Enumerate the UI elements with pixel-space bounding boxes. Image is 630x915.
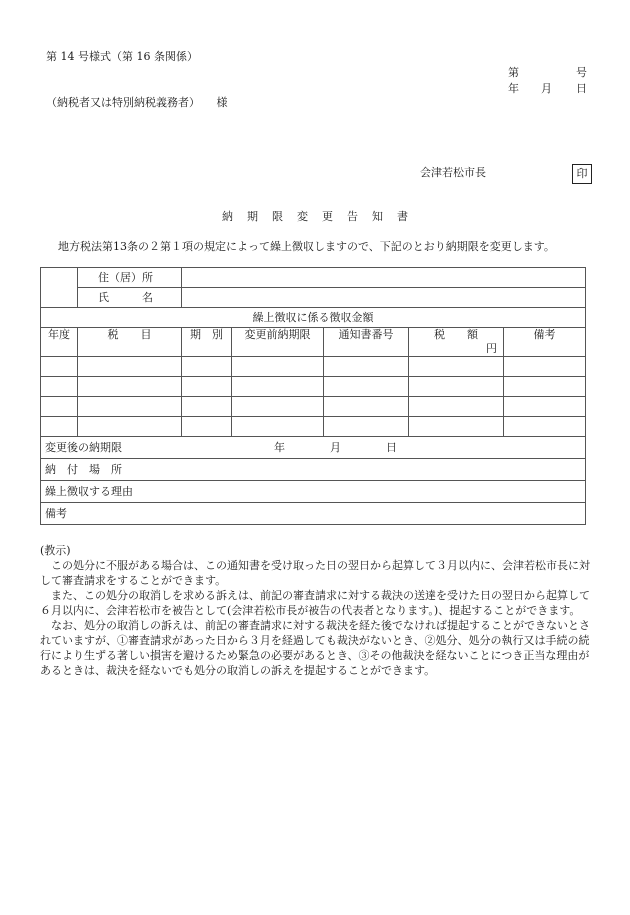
- cell-tax-item[interactable]: [78, 357, 182, 377]
- document-title: 納期限変更告知書: [222, 210, 422, 223]
- new-deadline-row: [41, 437, 586, 459]
- cell-notice-number[interactable]: [324, 357, 409, 377]
- cell-tax-item[interactable]: [78, 397, 182, 417]
- cell-period[interactable]: [182, 417, 232, 437]
- reason-label: 繰上徴収する理由: [45, 484, 133, 498]
- cell-remarks[interactable]: [504, 397, 586, 417]
- document-number-label: 第: [508, 66, 519, 79]
- cell-period[interactable]: [182, 397, 232, 417]
- date-month-label: 月: [541, 82, 552, 95]
- cell-original-deadline[interactable]: [232, 377, 324, 397]
- new-deadline-day: 日: [386, 440, 397, 454]
- column-header-row: [41, 328, 586, 357]
- cell-notice-number[interactable]: [324, 417, 409, 437]
- seal-stamp: 印: [572, 164, 592, 184]
- section-header-row: [41, 308, 586, 328]
- col-remarks: 備考: [504, 328, 586, 357]
- date-year-label: 年: [508, 82, 519, 95]
- blank-cell: [41, 268, 78, 308]
- cell-tax-amount[interactable]: [409, 397, 504, 417]
- cell-tax-amount[interactable]: [409, 357, 504, 377]
- cell-tax-amount[interactable]: [409, 377, 504, 397]
- table-row: [41, 377, 586, 397]
- cell-remarks[interactable]: [504, 417, 586, 437]
- cell-tax-item[interactable]: [78, 417, 182, 437]
- cell-tax-item[interactable]: [78, 377, 182, 397]
- cell-remarks[interactable]: [504, 377, 586, 397]
- cell-period[interactable]: [182, 377, 232, 397]
- cell-fiscal-year[interactable]: [41, 417, 78, 437]
- yen-unit: 円: [486, 342, 497, 355]
- notice-table: [40, 267, 585, 525]
- col-fiscal-year: 年度: [41, 328, 78, 357]
- section-header: 繰上徴収に係る徴収金額: [41, 308, 586, 328]
- new-deadline-label: 変更後の納期限: [45, 440, 122, 454]
- cell-original-deadline[interactable]: [232, 357, 324, 377]
- cell-remarks[interactable]: [504, 357, 586, 377]
- instructions-heading: (教示): [40, 544, 71, 557]
- col-period: 期 別: [182, 328, 232, 357]
- recipient-line: （納税者又は特別納税義務者） 様: [46, 96, 228, 109]
- cell-original-deadline[interactable]: [232, 397, 324, 417]
- payment-place-cell[interactable]: [41, 459, 586, 481]
- col-tax-item: 税 目: [78, 328, 182, 357]
- table-row: [41, 417, 586, 437]
- payment-place-label: 納 付 場 所: [45, 462, 122, 476]
- new-deadline-month: 月: [330, 440, 341, 454]
- col-tax-amount: [409, 328, 504, 357]
- table-row: [41, 397, 586, 417]
- table-row: [41, 357, 586, 377]
- address-row: [41, 268, 586, 288]
- instructions-paragraph: また、この処分の取消しを求める訴えは、前記の審査請求に対する裁決の送達を受けた日の翌日から起算して６月以内に、会津若松市を被告として(会津若松市長が被告の代表者となります。)、提起することができます。: [40, 589, 590, 617]
- date-day-label: 日: [576, 82, 587, 95]
- col-notice-number: 通知書番号: [324, 328, 409, 357]
- remarks-label: 備考: [45, 506, 67, 520]
- name-label: 氏 名: [78, 288, 182, 308]
- address-field[interactable]: [182, 268, 586, 288]
- address-label: 住（居）所: [78, 268, 182, 288]
- document-number-unit: 号: [576, 66, 587, 79]
- payment-place-row: [41, 459, 586, 481]
- name-row: [41, 288, 586, 308]
- remarks-row: [41, 503, 586, 525]
- cell-fiscal-year[interactable]: [41, 357, 78, 377]
- cell-tax-amount[interactable]: [409, 417, 504, 437]
- cell-original-deadline[interactable]: [232, 417, 324, 437]
- tax-amount-label: 税 額: [434, 328, 478, 341]
- cell-period[interactable]: [182, 357, 232, 377]
- cell-notice-number[interactable]: [324, 397, 409, 417]
- reason-row: [41, 481, 586, 503]
- instructions-paragraph: この処分に不服がある場合は、この通知書を受け取った日の翌日から起算して３月以内に、会津若松市長に対して審査請求をすることができます。: [40, 559, 590, 587]
- reason-cell[interactable]: [41, 481, 586, 503]
- instructions-paragraph: なお、処分の取消しの訴えは、前記の審査請求に対する裁決を経た後でなければ提起することができないとされていますが、①審査請求があった日から３月を経過しても裁決がないとき、②処分、処分の執行又は手続の続行により生ずる著しい損害を避けるため緊急の必要があるとき、③その他裁決を経ないことにつき正当な理由があるときは、裁決を経ないでも処分の取消しの訴えを提起することができます。: [40, 619, 590, 677]
- col-original-deadline: 変更前納期限: [232, 328, 324, 357]
- new-deadline-cell[interactable]: [41, 437, 586, 459]
- name-field[interactable]: [182, 288, 586, 308]
- issuer-name: 会津若松市長: [420, 166, 486, 179]
- remarks-cell[interactable]: [41, 503, 586, 525]
- form-number: 第 14 号様式（第 16 条関係）: [46, 50, 198, 63]
- cell-fiscal-year[interactable]: [41, 377, 78, 397]
- intro-text: 地方税法第13条の２第１項の規定によって繰上徴収しますので、下記のとおり納期限を変更します。: [58, 240, 555, 253]
- new-deadline-year: 年: [274, 440, 285, 454]
- cell-fiscal-year[interactable]: [41, 397, 78, 417]
- cell-notice-number[interactable]: [324, 377, 409, 397]
- appeal-instructions: [40, 543, 592, 678]
